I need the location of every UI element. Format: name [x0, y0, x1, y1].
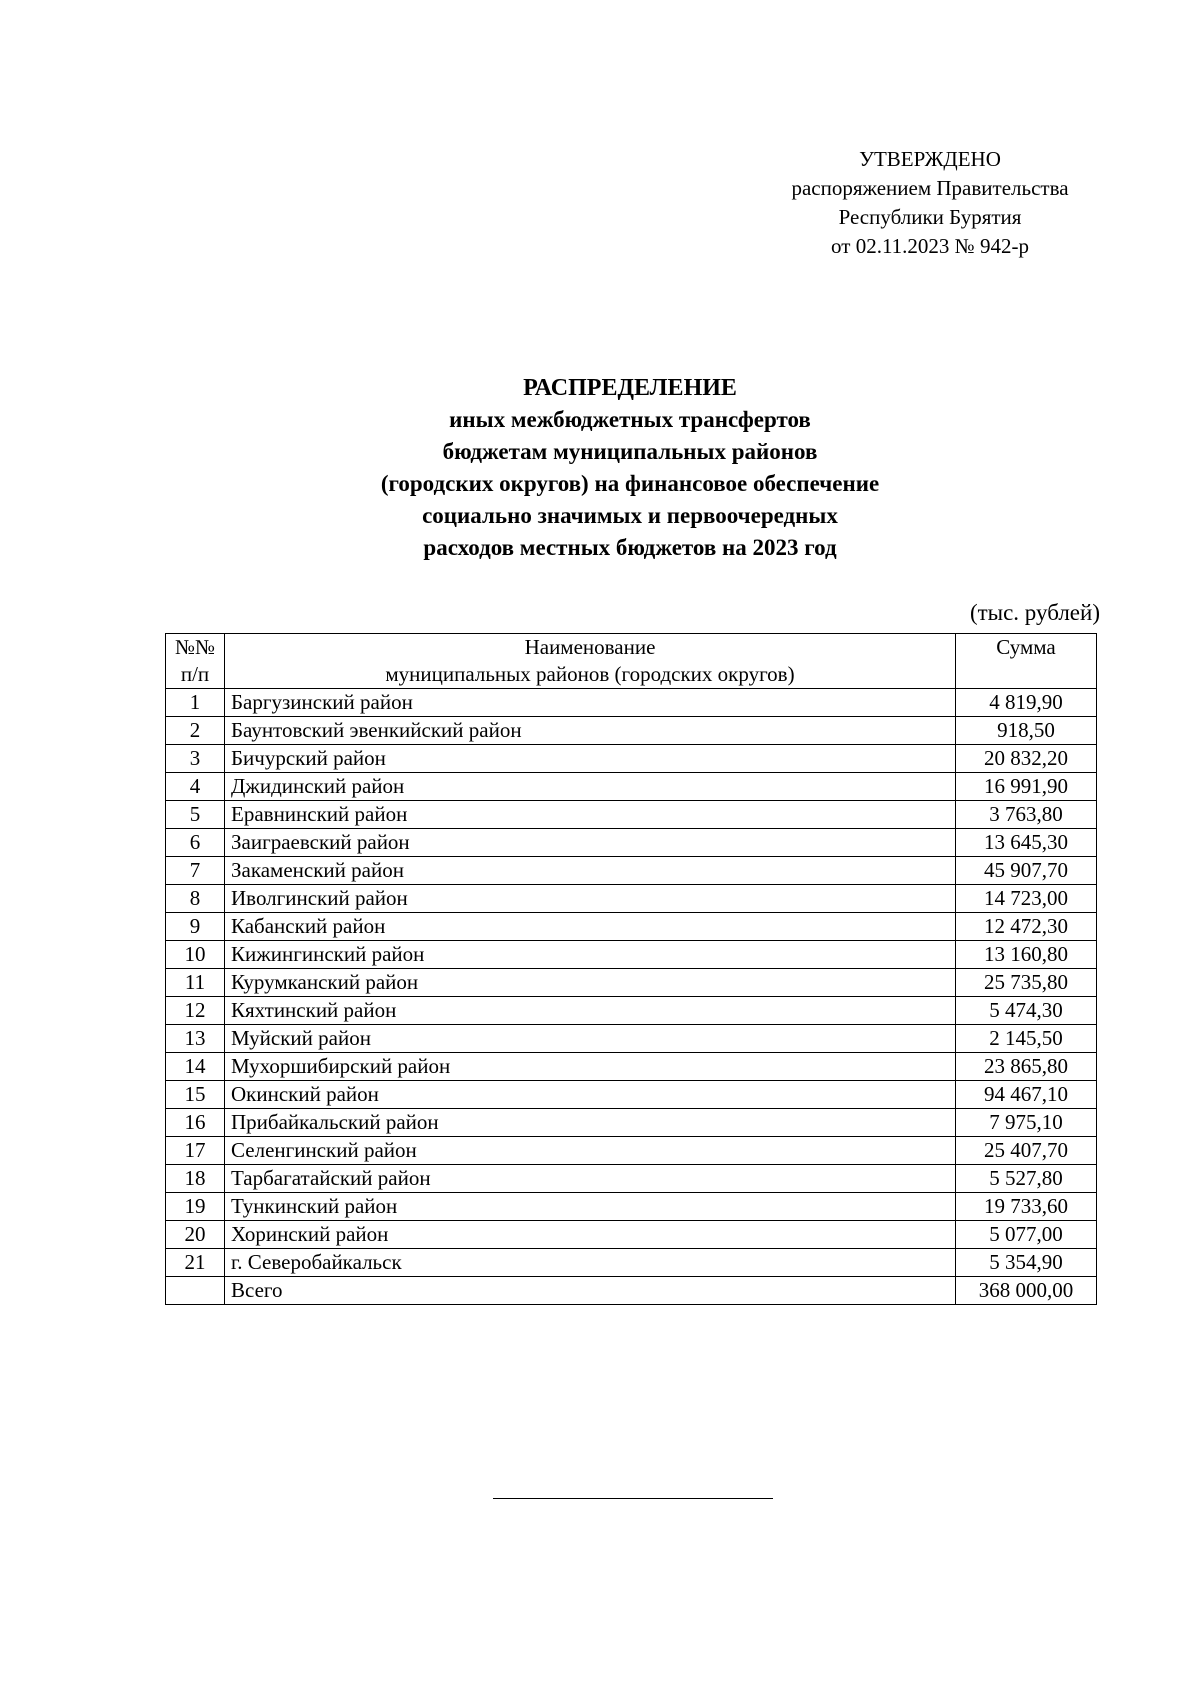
row-sum: 918,50	[956, 717, 1097, 745]
header-name-line: Наименование	[524, 635, 656, 659]
table-row	[166, 997, 1097, 1025]
units-label: (тыс. рублей)	[969, 600, 1100, 625]
row-sum: 45 907,70	[956, 857, 1097, 885]
row-sum: 12 472,30	[956, 913, 1097, 941]
row-sum: 94 467,10	[956, 1081, 1097, 1109]
row-number: 17	[166, 1137, 225, 1165]
row-sum: 20 832,20	[956, 745, 1097, 773]
approval-stamp	[760, 145, 1100, 261]
header-sum: Сумма	[956, 634, 1097, 689]
table-row	[166, 941, 1097, 969]
table-row	[166, 689, 1097, 717]
row-number: 4	[166, 773, 225, 801]
row-sum: 7 975,10	[956, 1109, 1097, 1137]
header-name-line: муниципальных районов (городских округов)	[385, 662, 795, 686]
table-row	[166, 1137, 1097, 1165]
row-number: 9	[166, 913, 225, 941]
row-sum: 2 145,50	[956, 1025, 1097, 1053]
row-name: Окинский район	[225, 1081, 956, 1109]
row-sum: 16 991,90	[956, 773, 1097, 801]
table-header-row	[166, 634, 1097, 689]
table-total-row	[166, 1277, 1097, 1305]
row-number: 21	[166, 1249, 225, 1277]
row-number	[166, 1277, 225, 1305]
row-number: 18	[166, 1165, 225, 1193]
row-number: 20	[166, 1221, 225, 1249]
title-line: расходов местных бюджетов на 2023 год	[423, 535, 837, 560]
row-sum: 368 000,00	[956, 1277, 1097, 1305]
title-line: бюджетам муниципальных районов	[442, 439, 818, 464]
table-row	[166, 1249, 1097, 1277]
header-number	[166, 634, 225, 689]
table-row	[166, 1053, 1097, 1081]
row-number: 3	[166, 745, 225, 773]
row-name: Кижингинский район	[225, 941, 956, 969]
row-sum: 25 407,70	[956, 1137, 1097, 1165]
table-row	[166, 857, 1097, 885]
row-sum: 5 077,00	[956, 1221, 1097, 1249]
table-row	[166, 1025, 1097, 1053]
row-name: Заиграевский район	[225, 829, 956, 857]
header-name	[225, 634, 956, 689]
table-row	[166, 773, 1097, 801]
document-title	[250, 372, 1010, 564]
row-number: 10	[166, 941, 225, 969]
table-row	[166, 801, 1097, 829]
row-number: 16	[166, 1109, 225, 1137]
table-row	[166, 829, 1097, 857]
row-name: Кабанский район	[225, 913, 956, 941]
row-sum: 14 723,00	[956, 885, 1097, 913]
table-row	[166, 1193, 1097, 1221]
row-name: Баргузинский район	[225, 689, 956, 717]
row-name: Баунтовский эвенкийский район	[225, 717, 956, 745]
row-name: Курумканский район	[225, 969, 956, 997]
header-number-line: п/п	[180, 662, 210, 686]
row-sum: 19 733,60	[956, 1193, 1097, 1221]
row-number: 2	[166, 717, 225, 745]
row-number: 14	[166, 1053, 225, 1081]
row-number: 6	[166, 829, 225, 857]
row-name: Еравнинский район	[225, 801, 956, 829]
row-number: 15	[166, 1081, 225, 1109]
row-name: Хоринский район	[225, 1221, 956, 1249]
row-sum: 4 819,90	[956, 689, 1097, 717]
row-number: 5	[166, 801, 225, 829]
row-sum: 3 763,80	[956, 801, 1097, 829]
row-number: 11	[166, 969, 225, 997]
header-number-line: №№	[174, 635, 216, 659]
title-line: (городских округов) на финансовое обеспечение	[380, 471, 880, 496]
table-row	[166, 1081, 1097, 1109]
row-name: Муйский район	[225, 1025, 956, 1053]
row-number: 8	[166, 885, 225, 913]
table-row	[166, 1221, 1097, 1249]
row-name: г. Северобайкальск	[225, 1249, 956, 1277]
row-sum: 13 160,80	[956, 941, 1097, 969]
row-name: Тарбагатайский район	[225, 1165, 956, 1193]
row-name: Тункинский район	[225, 1193, 956, 1221]
table-row	[166, 1165, 1097, 1193]
title-line: иных межбюджетных трансфертов	[449, 407, 811, 432]
row-number: 12	[166, 997, 225, 1025]
row-number: 13	[166, 1025, 225, 1053]
approval-line: от 02.11.2023 № 942-р	[831, 234, 1029, 258]
row-name: Селенгинский район	[225, 1137, 956, 1165]
signature-separator-line	[493, 1498, 773, 1499]
row-name: Закаменский район	[225, 857, 956, 885]
approval-line: распоряжением Правительства	[791, 176, 1069, 200]
row-sum: 25 735,80	[956, 969, 1097, 997]
table-row	[166, 717, 1097, 745]
row-name: Кяхтинский район	[225, 997, 956, 1025]
row-sum: 5 474,30	[956, 997, 1097, 1025]
row-number: 1	[166, 689, 225, 717]
table-row	[166, 885, 1097, 913]
table-row	[166, 745, 1097, 773]
row-sum: 13 645,30	[956, 829, 1097, 857]
row-name: Бичурский район	[225, 745, 956, 773]
title-line: социально значимых и первоочередных	[422, 503, 838, 528]
row-name: Мухоршибирский район	[225, 1053, 956, 1081]
row-number: 19	[166, 1193, 225, 1221]
row-sum: 5 527,80	[956, 1165, 1097, 1193]
distribution-table	[165, 633, 1097, 1305]
table-body	[166, 689, 1097, 1305]
row-name: Прибайкальский район	[225, 1109, 956, 1137]
table-row	[166, 913, 1097, 941]
table-row	[166, 1109, 1097, 1137]
row-name: Джидинский район	[225, 773, 956, 801]
row-number: 7	[166, 857, 225, 885]
row-sum: 5 354,90	[956, 1249, 1097, 1277]
approval-line: Республики Бурятия	[838, 205, 1022, 229]
row-sum: 23 865,80	[956, 1053, 1097, 1081]
title-heading: РАСПРЕДЕЛЕНИЕ	[523, 375, 737, 401]
approval-line: УТВЕРЖДЕНО	[859, 147, 1001, 171]
table-row	[166, 969, 1097, 997]
row-name: Всего	[225, 1277, 956, 1305]
row-name: Иволгинский район	[225, 885, 956, 913]
